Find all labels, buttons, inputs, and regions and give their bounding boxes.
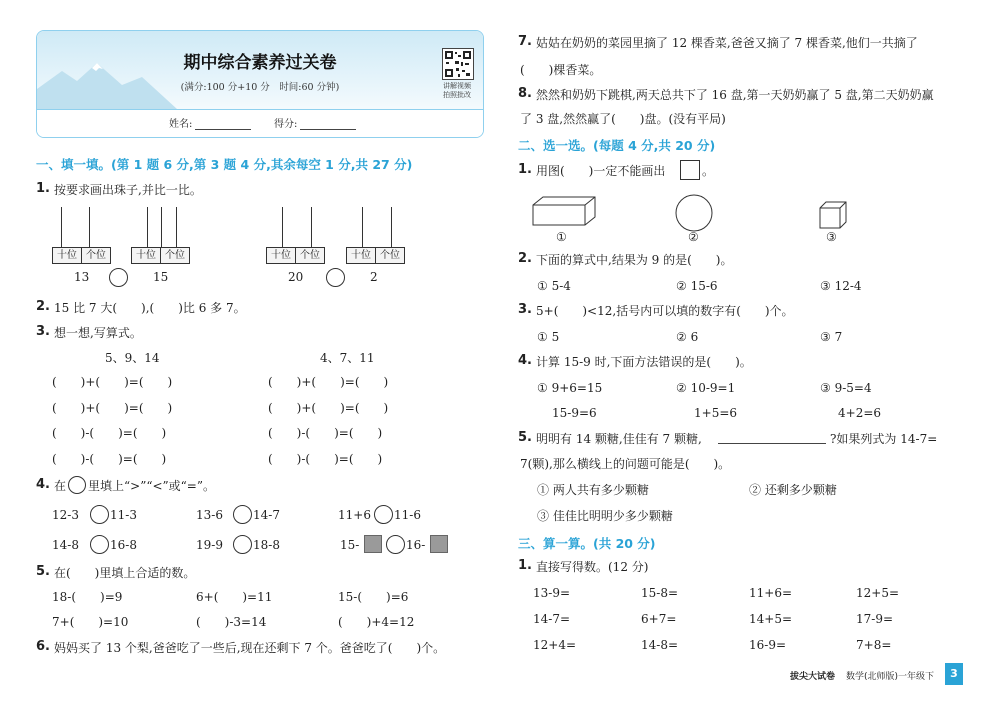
option-3[interactable]: ③ 12-4 bbox=[820, 279, 862, 293]
option-2[interactable]: ② bbox=[688, 230, 699, 244]
s2-q4-number: 4. bbox=[518, 353, 532, 368]
calc-item: 12+5= bbox=[856, 586, 900, 600]
section2-title: 二、选一选。(每题 4 分,共 20 分) bbox=[518, 138, 716, 153]
calc-item: 11+6= bbox=[749, 586, 793, 600]
qr-caption: 讲解视频 拍照批改 bbox=[443, 82, 471, 99]
compare-circle[interactable] bbox=[109, 268, 128, 287]
answer-line[interactable] bbox=[718, 432, 826, 444]
q7-line1: 姑姑在奶奶的菜园里摘了 12 棵香菜,爸爸又摘了 7 棵香菜,他们一共摘了 bbox=[536, 36, 918, 50]
compare-circle[interactable] bbox=[233, 505, 252, 524]
q3-number: 3. bbox=[36, 324, 50, 339]
square-icon bbox=[680, 160, 700, 180]
q7-line2: ( )棵香菜。 bbox=[520, 63, 602, 77]
q4-number: 4. bbox=[36, 477, 50, 492]
footer-subject: 数学(北师版)一年级下 bbox=[846, 672, 935, 682]
q3-row: ( )-( )=( ) bbox=[52, 452, 167, 466]
expr: 13-6 bbox=[196, 508, 223, 522]
compare-circle[interactable] bbox=[90, 535, 109, 554]
q3-row: ( )+( )=( ) bbox=[268, 375, 389, 389]
calc-item: 14-8= bbox=[641, 638, 679, 652]
compare-circle[interactable] bbox=[326, 268, 345, 287]
cuboid-icon bbox=[530, 195, 598, 229]
q3-row: ( )-( )=( ) bbox=[52, 426, 167, 440]
expr: 16-8 bbox=[110, 538, 137, 552]
s2-q1-text-end: 。 bbox=[702, 164, 715, 178]
name-field[interactable] bbox=[195, 118, 251, 130]
section1-title: 一、填一填。(第 1 题 6 分,第 3 题 4 分,其余每空 1 分,共 27 分) bbox=[36, 157, 413, 172]
q3-text: 想一想,写算式。 bbox=[54, 326, 142, 340]
calc-item: 7+8= bbox=[856, 638, 892, 652]
q3-row: ( )+( )=( ) bbox=[52, 375, 173, 389]
expr: 11+6 bbox=[338, 508, 371, 522]
expr: 14-7 bbox=[253, 508, 280, 522]
score-field[interactable] bbox=[300, 118, 356, 130]
q6-text: 妈妈买了 13 个梨,爸爸吃了一些后,现在还剩下 7 个。爸爸吃了( )个。 bbox=[54, 641, 446, 655]
s2-q2-text: 下面的算式中,结果为 9 的是( )。 bbox=[536, 253, 733, 267]
calc-item: 15-8= bbox=[641, 586, 679, 600]
s3-q1-number: 1. bbox=[518, 558, 532, 573]
page-number: 3 bbox=[945, 663, 963, 685]
exam-subtitle: (满分:100 分+10 分 时间:60 分钟) bbox=[180, 82, 340, 93]
expr: 11-6 bbox=[394, 508, 421, 522]
s2-q5-text-a: 明明有 14 颗糖,佳佳有 7 颗糖, bbox=[536, 432, 702, 446]
option-1[interactable]: ① 5-4 bbox=[537, 279, 571, 293]
option-3[interactable]: ③ 7 bbox=[820, 330, 843, 344]
s2-q4-text: 计算 15-9 时,下面方法错误的是( )。 bbox=[536, 355, 752, 369]
option-1-step: 15-9=6 bbox=[552, 406, 597, 420]
q4-text-b: 里填上“>”“<”或“=”。 bbox=[88, 479, 215, 493]
option-2[interactable]: ② 6 bbox=[676, 330, 699, 344]
q3-row: ( )+( )=( ) bbox=[268, 401, 389, 415]
name-label: 姓名: bbox=[169, 119, 193, 130]
s2-q5-line2: 7(颗),那么横线上的问题可能是( )。 bbox=[520, 457, 731, 471]
q6-number: 6. bbox=[36, 639, 50, 654]
score-label: 得分: bbox=[274, 119, 298, 130]
sphere-icon bbox=[674, 193, 714, 233]
compare-circle[interactable] bbox=[374, 505, 393, 524]
option-3[interactable]: ③ 9-5=4 bbox=[820, 381, 872, 395]
footer-brand: 拔尖大试卷 bbox=[790, 672, 836, 682]
exam-title: 期中综合素养过关卷 bbox=[183, 53, 337, 73]
abacus-3-value: 20 bbox=[288, 270, 304, 284]
option-1[interactable]: ① 5 bbox=[537, 330, 560, 344]
option-2[interactable]: ② 10-9=1 bbox=[676, 381, 736, 395]
gray-square-icon bbox=[364, 535, 382, 553]
abacus-4-value: 2 bbox=[370, 270, 378, 284]
q8-line1: 然然和奶奶下跳棋,两天总共下了 16 盘,第一天奶奶赢了 5 盘,第二天奶奶赢 bbox=[536, 88, 934, 102]
compare-circle[interactable] bbox=[90, 505, 109, 524]
calc-item: 16-9= bbox=[749, 638, 787, 652]
q2-text: 15 比 7 大( ),( )比 6 多 7。 bbox=[54, 301, 246, 315]
q2-number: 2. bbox=[36, 299, 50, 314]
expr: 12-3 bbox=[52, 508, 79, 522]
abacus-2-value: 15 bbox=[153, 270, 169, 284]
header-card bbox=[36, 30, 484, 138]
compare-circle[interactable] bbox=[233, 535, 252, 554]
q5-number: 5. bbox=[36, 564, 50, 579]
calc-item: 14+5= bbox=[749, 612, 793, 626]
option-3[interactable]: ③ bbox=[826, 230, 837, 244]
calc-item: 12+4= bbox=[533, 638, 577, 652]
cube-icon bbox=[818, 200, 848, 230]
expr: 15- bbox=[340, 538, 360, 552]
option-2-step: 1+5=6 bbox=[694, 406, 738, 420]
compare-circle[interactable] bbox=[386, 535, 405, 554]
s2-q5-number: 5. bbox=[518, 430, 532, 445]
calc-item: 14-7= bbox=[533, 612, 571, 626]
s2-q3-number: 3. bbox=[518, 302, 532, 317]
q3-row: ( )-( )=( ) bbox=[268, 452, 383, 466]
option-2[interactable]: ② 15-6 bbox=[676, 279, 718, 293]
option-1[interactable]: ① 两人共有多少颗糖 bbox=[537, 483, 649, 497]
q8-line2: 了 3 盘,然然赢了( )盘。(没有平局) bbox=[520, 112, 726, 126]
expr: 11-3 bbox=[110, 508, 137, 522]
blank-expr: ( )+4=12 bbox=[338, 615, 415, 629]
q8-number: 8. bbox=[518, 86, 532, 101]
s2-q3-text: 5+( )<12,括号内可以填的数字有( )个。 bbox=[536, 304, 794, 318]
q3-row: ( )+( )=( ) bbox=[52, 401, 173, 415]
expr: 18-8 bbox=[253, 538, 280, 552]
q4-text-a: 在 bbox=[54, 479, 67, 493]
option-1[interactable]: ① bbox=[556, 230, 567, 244]
s2-q5-text-b: ?如果列式为 14-7= bbox=[830, 432, 938, 446]
option-2[interactable]: ② 还剩多少颗糖 bbox=[749, 483, 837, 497]
expr: 16- bbox=[406, 538, 426, 552]
q7-number: 7. bbox=[518, 34, 532, 49]
blank-expr: 6+( )=11 bbox=[196, 590, 273, 604]
section3-title: 三、算一算。(共 20 分) bbox=[518, 536, 656, 551]
gray-square-icon bbox=[430, 535, 448, 553]
s2-q1-number: 1. bbox=[518, 162, 532, 177]
blank-expr: ( )-3=14 bbox=[196, 615, 267, 629]
circle-icon bbox=[68, 476, 86, 494]
calc-item: 13-9= bbox=[533, 586, 571, 600]
expr: 14-8 bbox=[52, 538, 79, 552]
abacus-1-value: 13 bbox=[74, 270, 90, 284]
q1-text: 按要求画出珠子,并比一比。 bbox=[54, 183, 202, 197]
blank-expr: 15-( )=6 bbox=[338, 590, 409, 604]
s2-q1-text: 用图( )一定不能画出 bbox=[536, 164, 666, 178]
expr: 19-9 bbox=[196, 538, 223, 552]
student-info-row bbox=[37, 109, 483, 138]
option-1[interactable]: ① 9+6=15 bbox=[537, 381, 603, 395]
exam-page: 期中综合素养过关卷 (满分:100 分+10 分 时间:60 分钟) 讲解视频 拍照批改 姓名: 得分: 一、填一填。(第 1 题 6 分,第 3 题 4 分,其余每空 1 分,共 27 分) 1. 按要求画出珠子,并比一比。 十位 个位 13 十位 个位 15 十位 个位 20 十位 个位 2 2. 15 比 7 大( ),( )比 6 多 7。 3. 想一想,写算式。 5、9、14 4、7、11 ( )+( )=( ) ( )+( )=( ) ( )-( )=( ) ( )-( )=( ) ( )+( )=( ) ( )+( )=( ) ( )-( )=( ) ( )-( )=( ) 4. 在 里填上“>”“<”或“=”。 12-3 11-3 13-6 14-7 11+6 11-6 14-8 16-8 19-9 18-8 15- 16- 5. 在( )里填上合适的数。 18-( )=9 6+( )=11 15-( )=6 7+( )=10 ( )-3=14 ( )+4=12 6. 妈妈买了 13 个梨,爸爸吃了一些后,现在还剩下 7 个。爸爸吃了( )个。 7. 姑姑在奶奶的菜园里摘了 12 棵香菜,爸爸又摘了 7 棵香菜,他们一共摘了 ( )棵香菜。 8. 然然和奶奶下跳棋,两天总共下了 16 盘,第一天奶奶赢了 5 盘,第二天奶奶赢 了 3 盘,然然赢了( )盘。(没有平局) 二、选一选。(每题 4 分,共 20 分) 1. 用图( )一定不能画出 。 ① ② ③ 2. 下面的算式中,结果为 9 的是( )。 ① 5-4 ② 15-6 ③ 12-4 3. 5+( )<12,括号内可以填的数字有( )个。 ① 5 ② 6 ③ 7 4. 计算 15-9 时,下面方法错误的是( )。 ① 9+6=15 ② 10-9=1 ③ 9-5=4 15-9=6 1+5=6 4+2=6 5. 明明有 14 颗糖,佳佳有 7 颗糖, ?如果列式为 14-7= 7(颗),那么横线上的问题可能是( )。 ① 两人共有多少颗糖 ② 还剩多少颗糖 ③ 佳佳比明明少多少颗糖 三、算一算。(共 20 分) 1. 直接写得数。(12 分) 13-9= 15-8= 11+6= 12+5= 14-7= 6+7= 14+5= 17-9= 12+4= 14-8= 16-9= 7+8= 拔尖大试卷 数学(北师版)一年级下 3 bbox=[0, 0, 1000, 706]
q3-set-a: 5、9、14 bbox=[105, 351, 160, 365]
q5-text: 在( )里填上合适的数。 bbox=[54, 566, 196, 580]
calc-item: 6+7= bbox=[641, 612, 677, 626]
option-3[interactable]: ③ 佳佳比明明少多少颗糖 bbox=[537, 509, 673, 523]
s3-q1-text: 直接写得数。(12 分) bbox=[536, 560, 649, 574]
q3-set-b: 4、7、11 bbox=[320, 351, 375, 365]
q1-number: 1. bbox=[36, 181, 50, 196]
s2-q2-number: 2. bbox=[518, 251, 532, 266]
blank-expr: 18-( )=9 bbox=[52, 590, 123, 604]
q3-row: ( )-( )=( ) bbox=[268, 426, 383, 440]
option-3-step: 4+2=6 bbox=[838, 406, 882, 420]
qr-code-icon bbox=[442, 48, 474, 80]
blank-expr: 7+( )=10 bbox=[52, 615, 129, 629]
calc-item: 17-9= bbox=[856, 612, 894, 626]
